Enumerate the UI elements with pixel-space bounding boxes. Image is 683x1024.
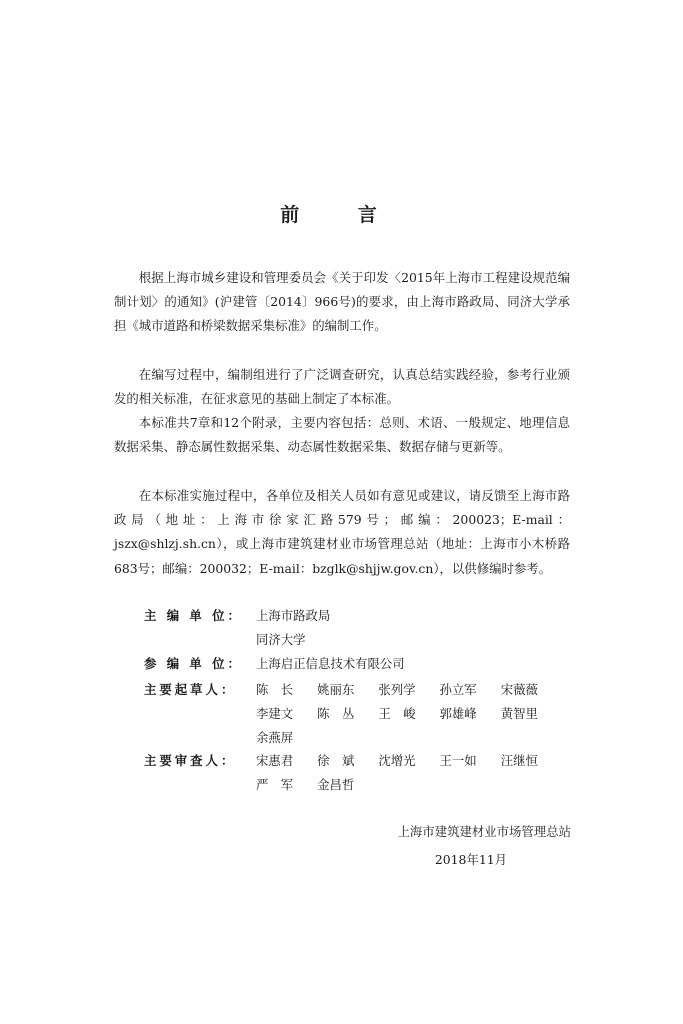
drafter-name: 宋薇薇 (500, 682, 538, 697)
reviewer-name: 沈增光 (378, 753, 416, 768)
drafter-name: 李建文 (256, 706, 294, 721)
signature-date: 2018年11月 (434, 852, 507, 867)
participant-row (144, 652, 405, 676)
intro-paragraph-2: 在编写过程中，编制组进行了广泛调查研究，认真总结实践经验，参考行业颁发的相关标准，在征求意见的基础上制定了本标准。 (114, 367, 570, 407)
page-title: 前 言 (280, 204, 403, 226)
drafter-name: 黄智里 (500, 706, 538, 721)
reviewer-name: 王一如 (439, 753, 477, 768)
chief-editor-row (144, 604, 330, 652)
reviewer-name: 宋惠君 (256, 753, 294, 768)
intro-paragraph-3: 本标准共7章和12个附录，主要内容包括：总则、术语、一般规定、地理信息数据采集、静态属性数据采集、动态属性数据采集、数据存储与更新等。 (114, 415, 570, 455)
intro-paragraph-4: 在本标准实施过程中，各单位及相关人员如有意见或建议，请反馈至上海市路政局（地址：上海市徐家汇路579号；邮编：200023；E-mail：jszx@shlzj.sh.cn），或上海市建筑建材业市场管理总站（地址：上海市小木桥路683号；邮编：200032；E-mail：bzglk@shjjw.gov.cn），以供修编时参考。 (114, 488, 570, 576)
drafter-name: 郭雄峰 (439, 706, 477, 721)
drafter-name: 陈 丛 (317, 706, 355, 721)
participant-org: 上海启正信息技术有限公司 (256, 656, 405, 671)
reviewer-name: 严 军 (256, 777, 294, 792)
signature-org: 上海市建筑建材业市场管理总站 (397, 824, 571, 839)
drafter-name: 孙立军 (439, 682, 477, 697)
chief-editor-label: 主 编 单 位： (144, 608, 243, 623)
reviewer-name: 金昌哲 (317, 777, 355, 792)
drafters-label: 主要起草人： (144, 682, 237, 697)
drafter-name: 姚丽东 (317, 682, 355, 697)
reviewers-label: 主要审查人： (144, 753, 237, 768)
drafters-row (144, 678, 562, 750)
chief-editor-org: 上海市路政局 (256, 608, 331, 623)
intro-paragraph-1: 根据上海市城乡建设和管理委员会《关于印发〈2015年上海市工程建设规范编制计划〉的通知》(沪建管〔2014〕966号)的要求，由上海市路政局、同济大学承担《城市道路和桥梁数据采集标准》的编制工作。 (114, 270, 570, 334)
drafter-name: 陈 长 (256, 682, 294, 697)
reviewer-name: 汪继恒 (500, 753, 538, 768)
participant-label: 参 编 单 位： (144, 656, 243, 671)
reviewers-row (144, 749, 562, 797)
drafter-name: 王 峻 (378, 706, 416, 721)
chief-editor-org: 同济大学 (256, 632, 306, 647)
reviewer-name: 徐 斌 (317, 753, 355, 768)
drafter-name: 张列学 (378, 682, 416, 697)
drafter-name: 余燕屏 (256, 730, 294, 745)
